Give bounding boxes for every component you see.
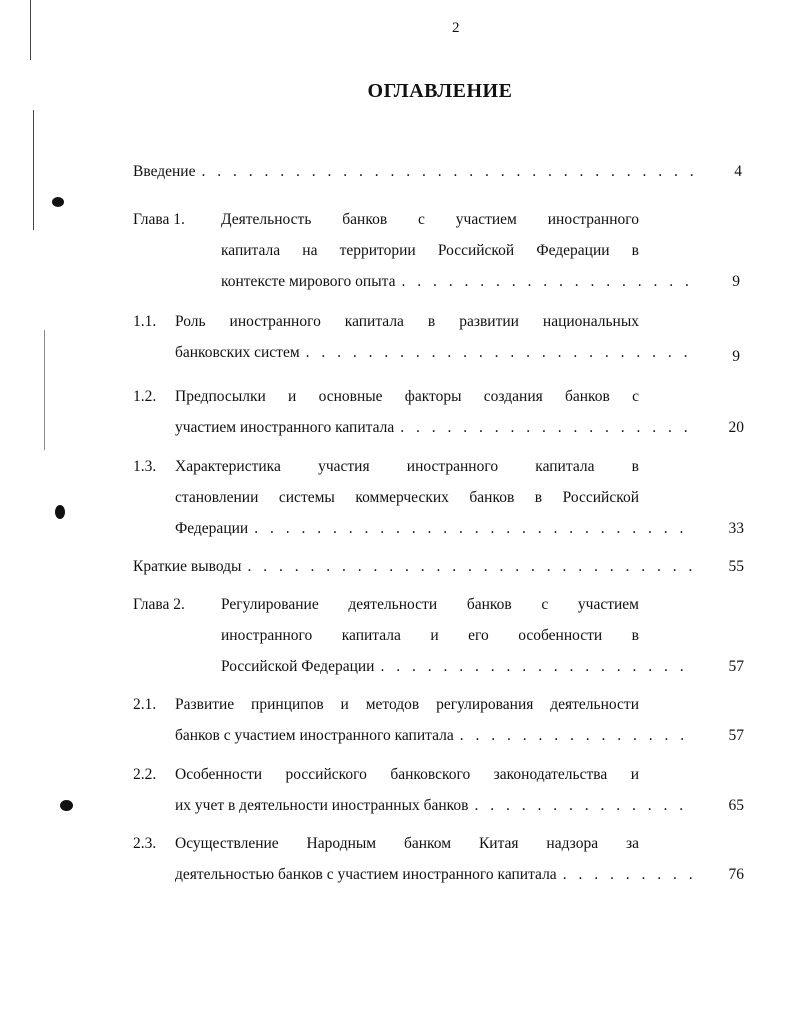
toc-chapter-label: Глава 1. (133, 211, 185, 228)
toc-entry-line: Развитие принципов и методов регулирования деятельности (175, 696, 639, 713)
toc-entry-s22-last (175, 797, 695, 815)
toc-leader-dots (400, 419, 695, 437)
toc-entry-line: Регулирование деятельности банков с участием (221, 596, 639, 613)
toc-page-number: 65 (728, 797, 744, 814)
toc-entry-line: Особенности российского банковского законодательства и (175, 766, 639, 783)
toc-leader-dots (380, 658, 695, 676)
toc-leader-dots (475, 797, 696, 815)
ink-blot (52, 197, 64, 207)
toc-page-number: 33 (728, 520, 744, 537)
toc-leader-dots (460, 727, 695, 745)
toc-entry-text: участием иностранного капитала (175, 419, 395, 436)
toc-page-number: 57 (728, 658, 744, 675)
toc-entry-summary (133, 558, 695, 576)
toc-entry-s13-last (175, 520, 695, 538)
toc-entry-line: Деятельность банков с участием иностранного (221, 211, 639, 228)
toc-section-number: 2.1. (133, 696, 157, 713)
toc-page-number: 57 (728, 727, 744, 744)
scan-margin-line (33, 110, 34, 230)
toc-page-number: 4 (734, 163, 742, 180)
scan-margin-line (30, 0, 31, 60)
toc-page-number: 20 (728, 419, 744, 436)
toc-entry-text: Краткие выводы (133, 558, 242, 575)
page-number: 2 (452, 20, 460, 36)
toc-entry-text: деятельностью банков с участием иностранного капитала (175, 866, 557, 883)
toc-entry-s21-last (175, 727, 695, 745)
toc-entry-text: Введение (133, 163, 196, 180)
toc-chapter-label: Глава 2. (133, 596, 185, 613)
toc-entry-line: Роль иностранного капитала в развитии национальных (175, 313, 639, 330)
toc-leader-dots (306, 344, 695, 362)
toc-entry-intro (133, 163, 695, 181)
toc-entry-line: Предпосылки и основные факторы создания банков с (175, 388, 639, 405)
toc-entry-line: Характеристика участия иностранного капитала в (175, 458, 639, 475)
toc-page-number: 9 (732, 348, 740, 365)
toc-entry-text: Российской Федерации (221, 658, 375, 675)
toc-section-number: 1.1. (133, 313, 157, 330)
toc-entry-s11-last (175, 344, 695, 362)
toc-entry-text: Федерации (175, 520, 249, 537)
ink-blot (55, 505, 65, 519)
toc-section-number: 1.2. (133, 388, 157, 405)
toc-leader-dots (247, 558, 695, 576)
toc-leader-dots (254, 520, 695, 538)
toc-page-number: 55 (728, 558, 744, 575)
toc-entry-ch1-last (221, 273, 695, 291)
toc-entry-line: Осуществление Народным банком Китая надзора за (175, 835, 639, 852)
page-title: ОГЛАВЛЕНИЕ (367, 80, 513, 102)
toc-entry-text: контексте мирового опыта (221, 273, 396, 290)
ink-blot (60, 800, 73, 811)
toc-page-number: 9 (732, 273, 740, 290)
toc-entry-text: их учет в деятельности иностранных банков (175, 797, 469, 814)
toc-entry-text: банков с участием иностранного капитала (175, 727, 454, 744)
toc-entry-text: банковских систем (175, 344, 300, 361)
toc-leader-dots (201, 163, 695, 181)
toc-page-number: 76 (728, 866, 744, 883)
toc-section-number: 1.3. (133, 458, 157, 475)
toc-entry-line: иностранного капитала и его особенности в (221, 627, 639, 644)
scan-margin-line (44, 330, 45, 450)
toc-entry-s23-last (175, 866, 695, 884)
toc-section-number: 2.3. (133, 835, 157, 852)
toc-entry-line: становлении системы коммерческих банков в Российской (175, 489, 639, 506)
toc-entry-ch2-last (221, 658, 695, 676)
toc-section-number: 2.2. (133, 766, 157, 783)
toc-leader-dots (563, 866, 695, 884)
toc-entry-s12-last (175, 419, 695, 437)
toc-entry-line: капитала на территории Российской Федерации в (221, 242, 639, 259)
toc-leader-dots (401, 273, 695, 291)
